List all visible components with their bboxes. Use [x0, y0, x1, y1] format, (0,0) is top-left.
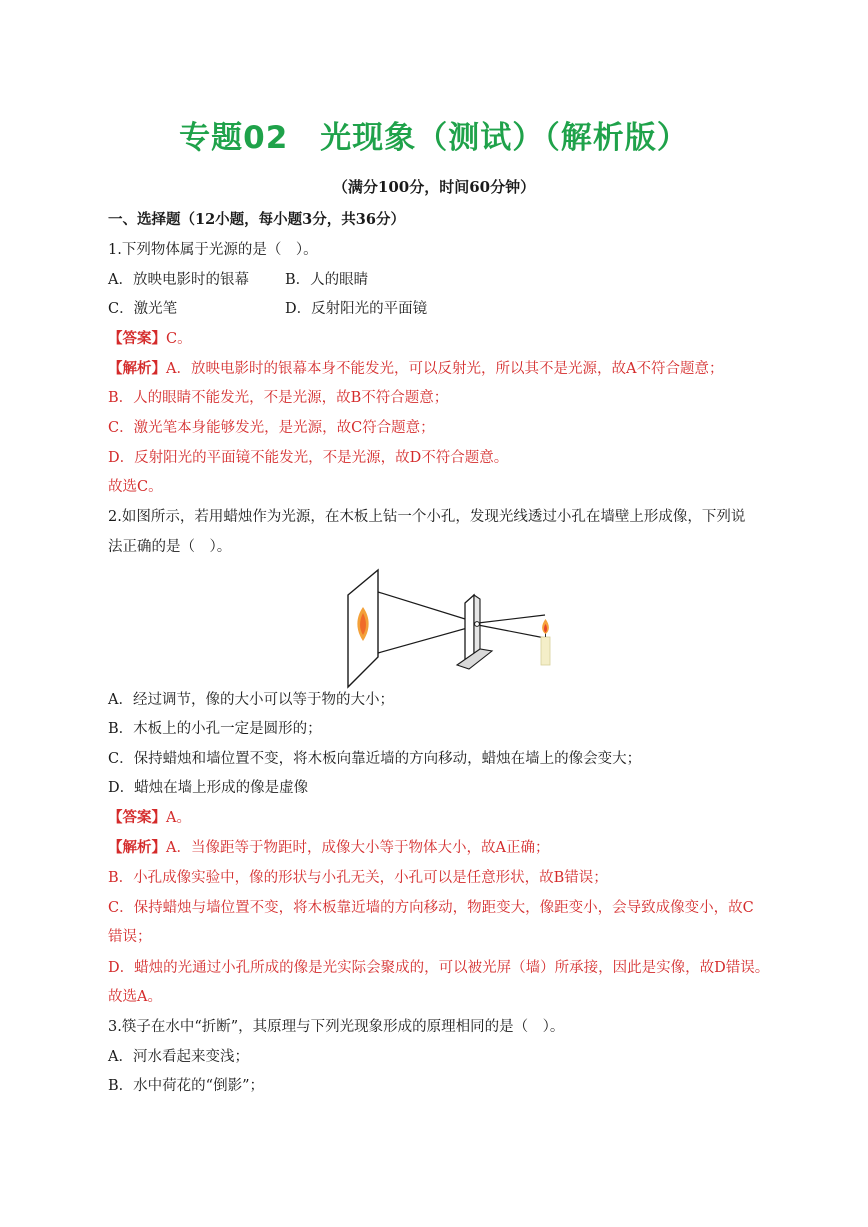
page-subtitle: （满分100分，时间60分钟）: [332, 178, 536, 196]
q1-analysis-1-text: A．放映电影时的银幕本身不能发光，可以反射光，所以其不是光源，故A不符合题意；: [166, 361, 724, 377]
q2-analysis-4: D．蜡烛的光通过小孔所成的像是光实际会聚成的，可以被光屏（墙）所承接，因此是实像，故D错误。: [108, 960, 770, 976]
q2-answer-tag: 【答案】: [108, 809, 166, 826]
light-ray-bottom: [378, 625, 478, 653]
light-ray-candle-bottom: [478, 625, 545, 638]
candle-body: [541, 637, 550, 665]
q3-option-b: B．水中荷花的“倒影”；: [108, 1078, 264, 1094]
q2-option-d: D．蜡烛在墙上形成的像是虚像: [108, 780, 309, 796]
q1-answer: [108, 329, 192, 349]
q1-analysis-tag: 【解析】: [108, 360, 166, 377]
q2-conclusion: 故选A。: [108, 989, 162, 1005]
q2-answer-text: A。: [166, 810, 191, 826]
wooden-board: [465, 595, 474, 663]
q2-analysis-2: B．小孔成像实验中，像的形状与小孔无关，小孔可以是任意形状，故B错误；: [108, 870, 608, 886]
q1-options-row-1: [108, 270, 369, 290]
q3-option-a: A．河水看起来变浅；: [108, 1049, 249, 1065]
q3-stem: 3.筷子在水中“折断”，其原理与下列光现象形成的原理相同的是（ ）。: [108, 1019, 565, 1035]
q2-option-c: C．保持蜡烛和墙位置不变，将木板向靠近墙的方向移动，蜡烛在墙上的像会变大；: [108, 751, 642, 767]
q1-option-b: B．人的眼睛: [285, 272, 369, 288]
q2-stem-line-2: 法正确的是（ ）。: [108, 539, 232, 555]
q1-conclusion: 故选C。: [108, 479, 163, 495]
pinhole-camera-figure: [330, 565, 560, 695]
q2-analysis-tag: 【解析】: [108, 839, 166, 856]
q2-option-a: A．经过调节，像的大小可以等于物的大小；: [108, 692, 394, 708]
section-heading: 一、选择题（12小题，每小题3分，共36分）: [108, 211, 405, 228]
q1-option-c: C．激光笔: [108, 301, 178, 317]
light-ray-top: [378, 592, 478, 623]
q2-analysis-3-line-2: 错误；: [108, 929, 152, 945]
q1-analysis-3: C．激光笔本身能够发光，是光源，故C符合题意；: [108, 420, 435, 436]
q1-option-a: A．放映电影时的银幕: [108, 272, 249, 288]
q1-options-row-2: [108, 299, 428, 319]
q1-answer-tag: 【答案】: [108, 330, 166, 347]
q2-analysis-3-line-1: C．保持蜡烛与墙位置不变，将木板靠近墙的方向移动，物距变大，像距变小，会导致成像变小，故C: [108, 900, 754, 916]
q2-stem-line-1: 2.如图所示，若用蜡烛作为光源，在木板上钻一个小孔，发现光线透过小孔在墙壁上形成像，下列说: [108, 509, 746, 525]
q1-stem: 1.下列物体属于光源的是（ ）。: [108, 242, 318, 258]
pinhole: [475, 622, 480, 627]
q1-answer-text: C。: [166, 331, 192, 347]
q2-answer: [108, 808, 191, 828]
q1-analysis-1: [108, 359, 723, 379]
q2-option-b: B．木板上的小孔一定是圆形的；: [108, 721, 322, 737]
q2-analysis-1: [108, 838, 549, 858]
q2-analysis-1-text: A．当像距等于物距时，成像大小等于物体大小，故A正确；: [166, 840, 550, 856]
q1-analysis-2: B．人的眼睛不能发光，不是光源，故B不符合题意；: [108, 390, 449, 406]
light-ray-candle-top: [478, 615, 545, 623]
q1-option-d: D．反射阳光的平面镜: [285, 301, 428, 317]
q1-analysis-4: D．反射阳光的平面镜不能发光，不是光源，故D不符合题意。: [108, 450, 509, 466]
page-title: 专题02 光现象（测试）（解析版）: [179, 120, 689, 156]
